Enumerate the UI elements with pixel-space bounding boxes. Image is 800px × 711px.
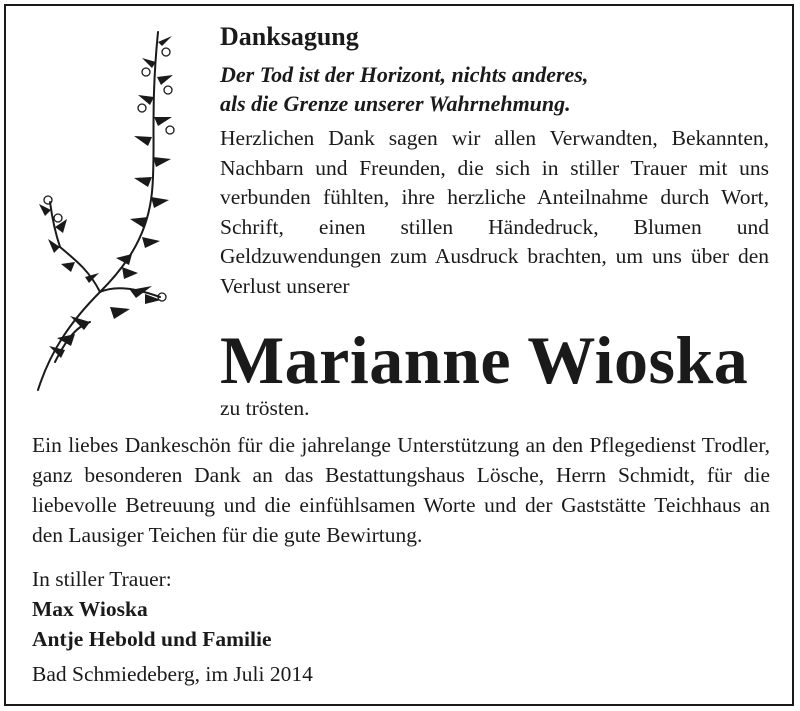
- place-date: Bad Schmiedeberg, im Juli 2014: [32, 662, 313, 686]
- mourner-name: Antje Hebold und Familie: [32, 627, 272, 651]
- deceased-name: Marianne Wioska: [220, 322, 749, 398]
- intro-tail: zu trösten.: [220, 396, 310, 420]
- intro-text: Herzlichen Dank sagen wir allen Verwandten, Bekannten, Nachbarn und Freunden, die sich in stiller Trauer mit uns verbunden fühlten, ihre herzliche Anteilnahme durch Wort, Schrift, einen stillen Händedruck, Blumen und Geldzuwendungen zum Ausdruck brachten, um uns über den Verlust unserer: [220, 126, 769, 298]
- mourner-name: Max Wioska: [32, 597, 148, 621]
- motto-quote: [220, 60, 780, 118]
- mourning-label: In stiller Trauer:: [32, 567, 172, 591]
- notice-heading: Danksagung: [220, 22, 359, 51]
- thanks-text: Ein liebes Dankeschön für die jahrelange Unterstützung an den Pflegedienst Trodler, ganz besonderen Dank an das Bestattungshaus Lösche, Herrn Schmidt, für die liebevolle Betreuung und die einfühlsamen Worte und der Gaststätte Teichhaus an den Lausiger Teichen für die gute Bewirtung.: [32, 433, 770, 547]
- flowering-plant-icon: [30, 22, 195, 402]
- motto-line-1: Der Tod ist der Horizont, nichts anderes,: [220, 62, 589, 87]
- motto-line-2: als die Grenze unserer Wahrnehmung.: [220, 91, 571, 116]
- mourners-block: [32, 564, 272, 654]
